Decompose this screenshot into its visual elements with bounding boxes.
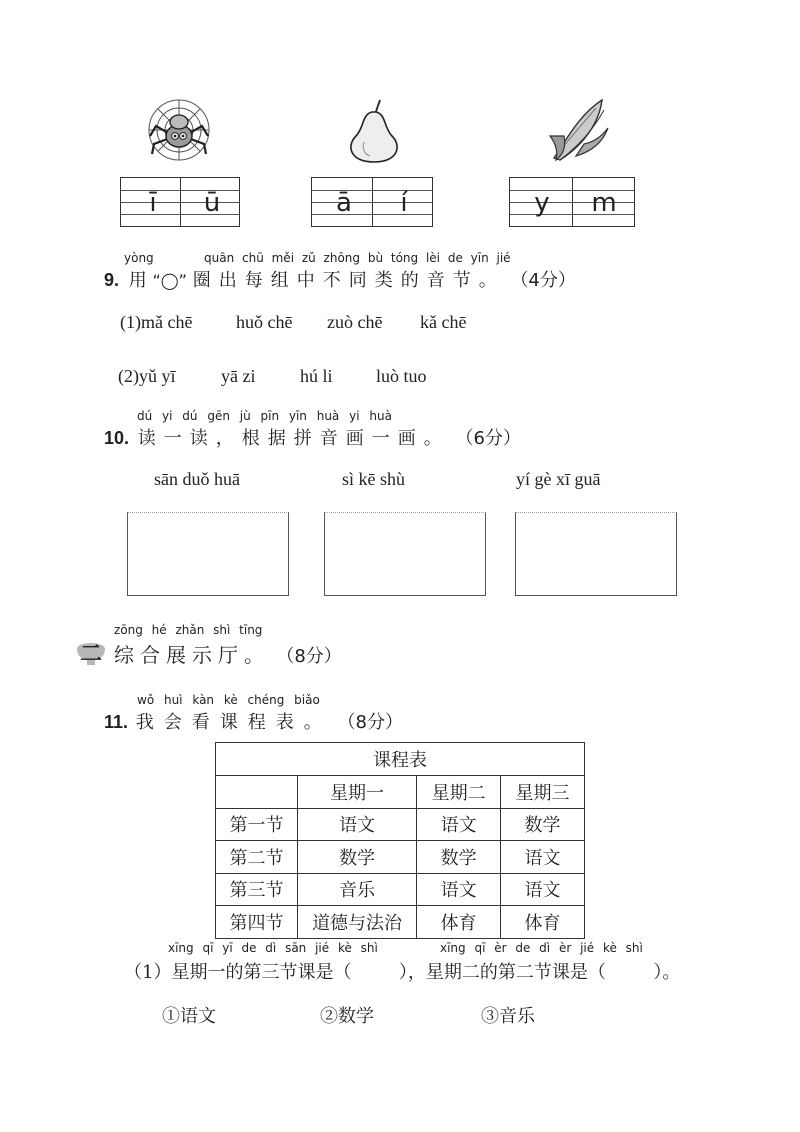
q9-char: 中	[296, 270, 323, 291]
q10-char: 。	[423, 428, 450, 449]
table-header-row	[216, 776, 585, 809]
corn-picture	[546, 96, 610, 162]
q10-number: 10.	[104, 428, 130, 448]
section2-chars	[114, 643, 270, 667]
q9-row2-item: (2)yǔ yī	[118, 366, 176, 386]
q9-char: 的	[400, 270, 427, 291]
q9-chars	[193, 270, 505, 291]
grid-letter: í	[400, 188, 408, 218]
table-cell: 道德与法治	[297, 906, 416, 939]
q10-pinyin: dú yi dú gēn jù pīn yīn huà yi huà	[137, 409, 392, 423]
q9-text-pre: 用	[128, 270, 147, 291]
sub1-pinyin-a: xīng qī yī de dì sān jié kè shì	[168, 941, 378, 955]
q9-char: 圈	[192, 270, 219, 291]
sub1-pinyin-b: xīng qī èr de dì èr jié kè shì	[440, 941, 643, 955]
table-cell: 第二节	[216, 841, 298, 874]
q9-pinyin-yong: yòng	[124, 251, 154, 265]
sub1-text-mid: ），星期二的第二节课是（	[398, 962, 606, 983]
drawing-box[interactable]	[324, 512, 486, 596]
grid-letter: ū	[203, 188, 221, 218]
q9-char: 不	[322, 270, 349, 291]
q9-char: 每	[244, 270, 271, 291]
answer-option[interactable]: ③音乐	[481, 1006, 535, 1027]
q10-char: 画	[345, 428, 372, 449]
pinyin-grid-pear	[311, 177, 433, 227]
schedule-title: 课程表	[216, 743, 585, 776]
q11-number: 11.	[104, 712, 129, 732]
q10-char: 读	[189, 428, 216, 449]
q11-char: 会	[163, 712, 192, 733]
q10-item: yí gè xī guā	[516, 469, 601, 489]
q11-char: 。	[303, 712, 332, 733]
table-cell: 音乐	[297, 873, 416, 906]
grid-letter: m	[591, 188, 617, 218]
q9-char: 。	[478, 270, 505, 291]
q11-char: 程	[247, 712, 276, 733]
table-cell: 体育	[417, 906, 501, 939]
q10-char: 音	[319, 428, 346, 449]
q9-score: （4分）	[510, 270, 576, 291]
table-cell: 第一节	[216, 808, 298, 841]
q9-number: 9.	[104, 270, 120, 290]
q9-char: 类	[374, 270, 401, 291]
q11-score: （8分）	[337, 712, 403, 733]
drawing-box[interactable]	[127, 512, 289, 596]
header-cell: 星期二	[417, 776, 501, 809]
q9-row1-item: kǎ chē	[420, 312, 467, 332]
q11-pinyin: wǒ huì kàn kè chéng biǎo	[137, 693, 320, 707]
schedule-table	[215, 742, 585, 939]
section2-title	[114, 639, 342, 668]
q10-char: 一	[163, 428, 190, 449]
section2-char: 厅	[218, 643, 244, 667]
section2-icon-char: 二	[80, 642, 103, 667]
q10-item: sān duǒ huā	[154, 469, 240, 489]
table-cell: 数学	[297, 841, 416, 874]
grid-letter: y	[534, 188, 550, 218]
q10-char: 读	[137, 428, 164, 449]
table-cell: 语文	[417, 808, 501, 841]
q10-char: 画	[397, 428, 424, 449]
section2-char: 合	[140, 643, 166, 667]
table-cell: 第四节	[216, 906, 298, 939]
table-cell: 体育	[501, 906, 585, 939]
table-row	[216, 906, 585, 939]
pinyin-grid-corn	[509, 177, 635, 227]
spider-picture	[140, 96, 218, 166]
table-cell: 语文	[501, 873, 585, 906]
q9-char: 同	[348, 270, 375, 291]
q10-char: 拼	[293, 428, 320, 449]
table-cell: 数学	[501, 808, 585, 841]
section2-char: 综	[114, 643, 140, 667]
pinyin-grid-spider	[120, 177, 240, 227]
sub1-question	[124, 958, 680, 984]
table-cell: 数学	[417, 841, 501, 874]
q9-row2-item: luò tuo	[376, 366, 427, 386]
q11-title	[104, 708, 403, 734]
header-cell: 星期三	[501, 776, 585, 809]
table-cell: 语文	[297, 808, 416, 841]
q9-char: 节	[452, 270, 479, 291]
q11-char: 看	[191, 712, 220, 733]
answer-option[interactable]: ②数学	[320, 1006, 374, 1027]
pear-picture	[344, 98, 404, 164]
q9-circle-mark: “◯”	[152, 271, 187, 290]
section2-pinyin: zōng hé zhǎn shì tīng	[114, 623, 263, 637]
q9-title	[104, 266, 576, 292]
q9-pinyin: quān chū měi zǔ zhōng bù tóng lèi de yīn jié	[204, 251, 511, 265]
q11-char: 课	[219, 712, 248, 733]
header-cell	[216, 776, 298, 809]
q10-score: （6分）	[455, 428, 521, 449]
q9-char: 出	[218, 270, 245, 291]
q11-char: 我	[135, 712, 164, 733]
q10-chars	[138, 428, 450, 449]
answer-option[interactable]: ①语文	[162, 1006, 216, 1027]
section2-char: 展	[166, 643, 192, 667]
table-row	[216, 808, 585, 841]
section2-score: （8分）	[276, 646, 342, 667]
sub1-text-a: （1）星期一的第三节课是（	[124, 962, 352, 983]
table-cell: 语文	[417, 873, 501, 906]
q11-char: 表	[275, 712, 304, 733]
q9-row1-item: huǒ chē	[236, 312, 293, 332]
q9-char: 组	[270, 270, 297, 291]
q10-char: 一	[371, 428, 398, 449]
section2-char: 示	[192, 643, 218, 667]
q9-row2-item: yā zi	[221, 366, 256, 386]
table-row	[216, 873, 585, 906]
header-cell: 星期一	[297, 776, 416, 809]
section2-char: 。	[244, 643, 270, 667]
grid-letter: ī	[149, 188, 157, 218]
table-cell: 第三节	[216, 873, 298, 906]
sub1-text-end: ）。	[653, 962, 681, 983]
q10-char: 根	[241, 428, 268, 449]
q9-char: 音	[426, 270, 453, 291]
q10-title	[104, 424, 521, 450]
section2-icon	[73, 637, 109, 667]
drawing-box[interactable]	[515, 512, 677, 596]
q10-char: ，	[215, 428, 242, 449]
grid-letter: ā	[336, 188, 352, 218]
table-row	[216, 841, 585, 874]
q10-item: sì kē shù	[342, 469, 405, 489]
q9-row1-item: zuò chē	[327, 312, 383, 332]
q9-row2-item: hú li	[300, 366, 333, 386]
q11-chars	[136, 712, 332, 733]
q10-char: 据	[267, 428, 294, 449]
q9-row1-item: (1)mǎ chē	[120, 312, 193, 332]
table-cell: 语文	[501, 841, 585, 874]
